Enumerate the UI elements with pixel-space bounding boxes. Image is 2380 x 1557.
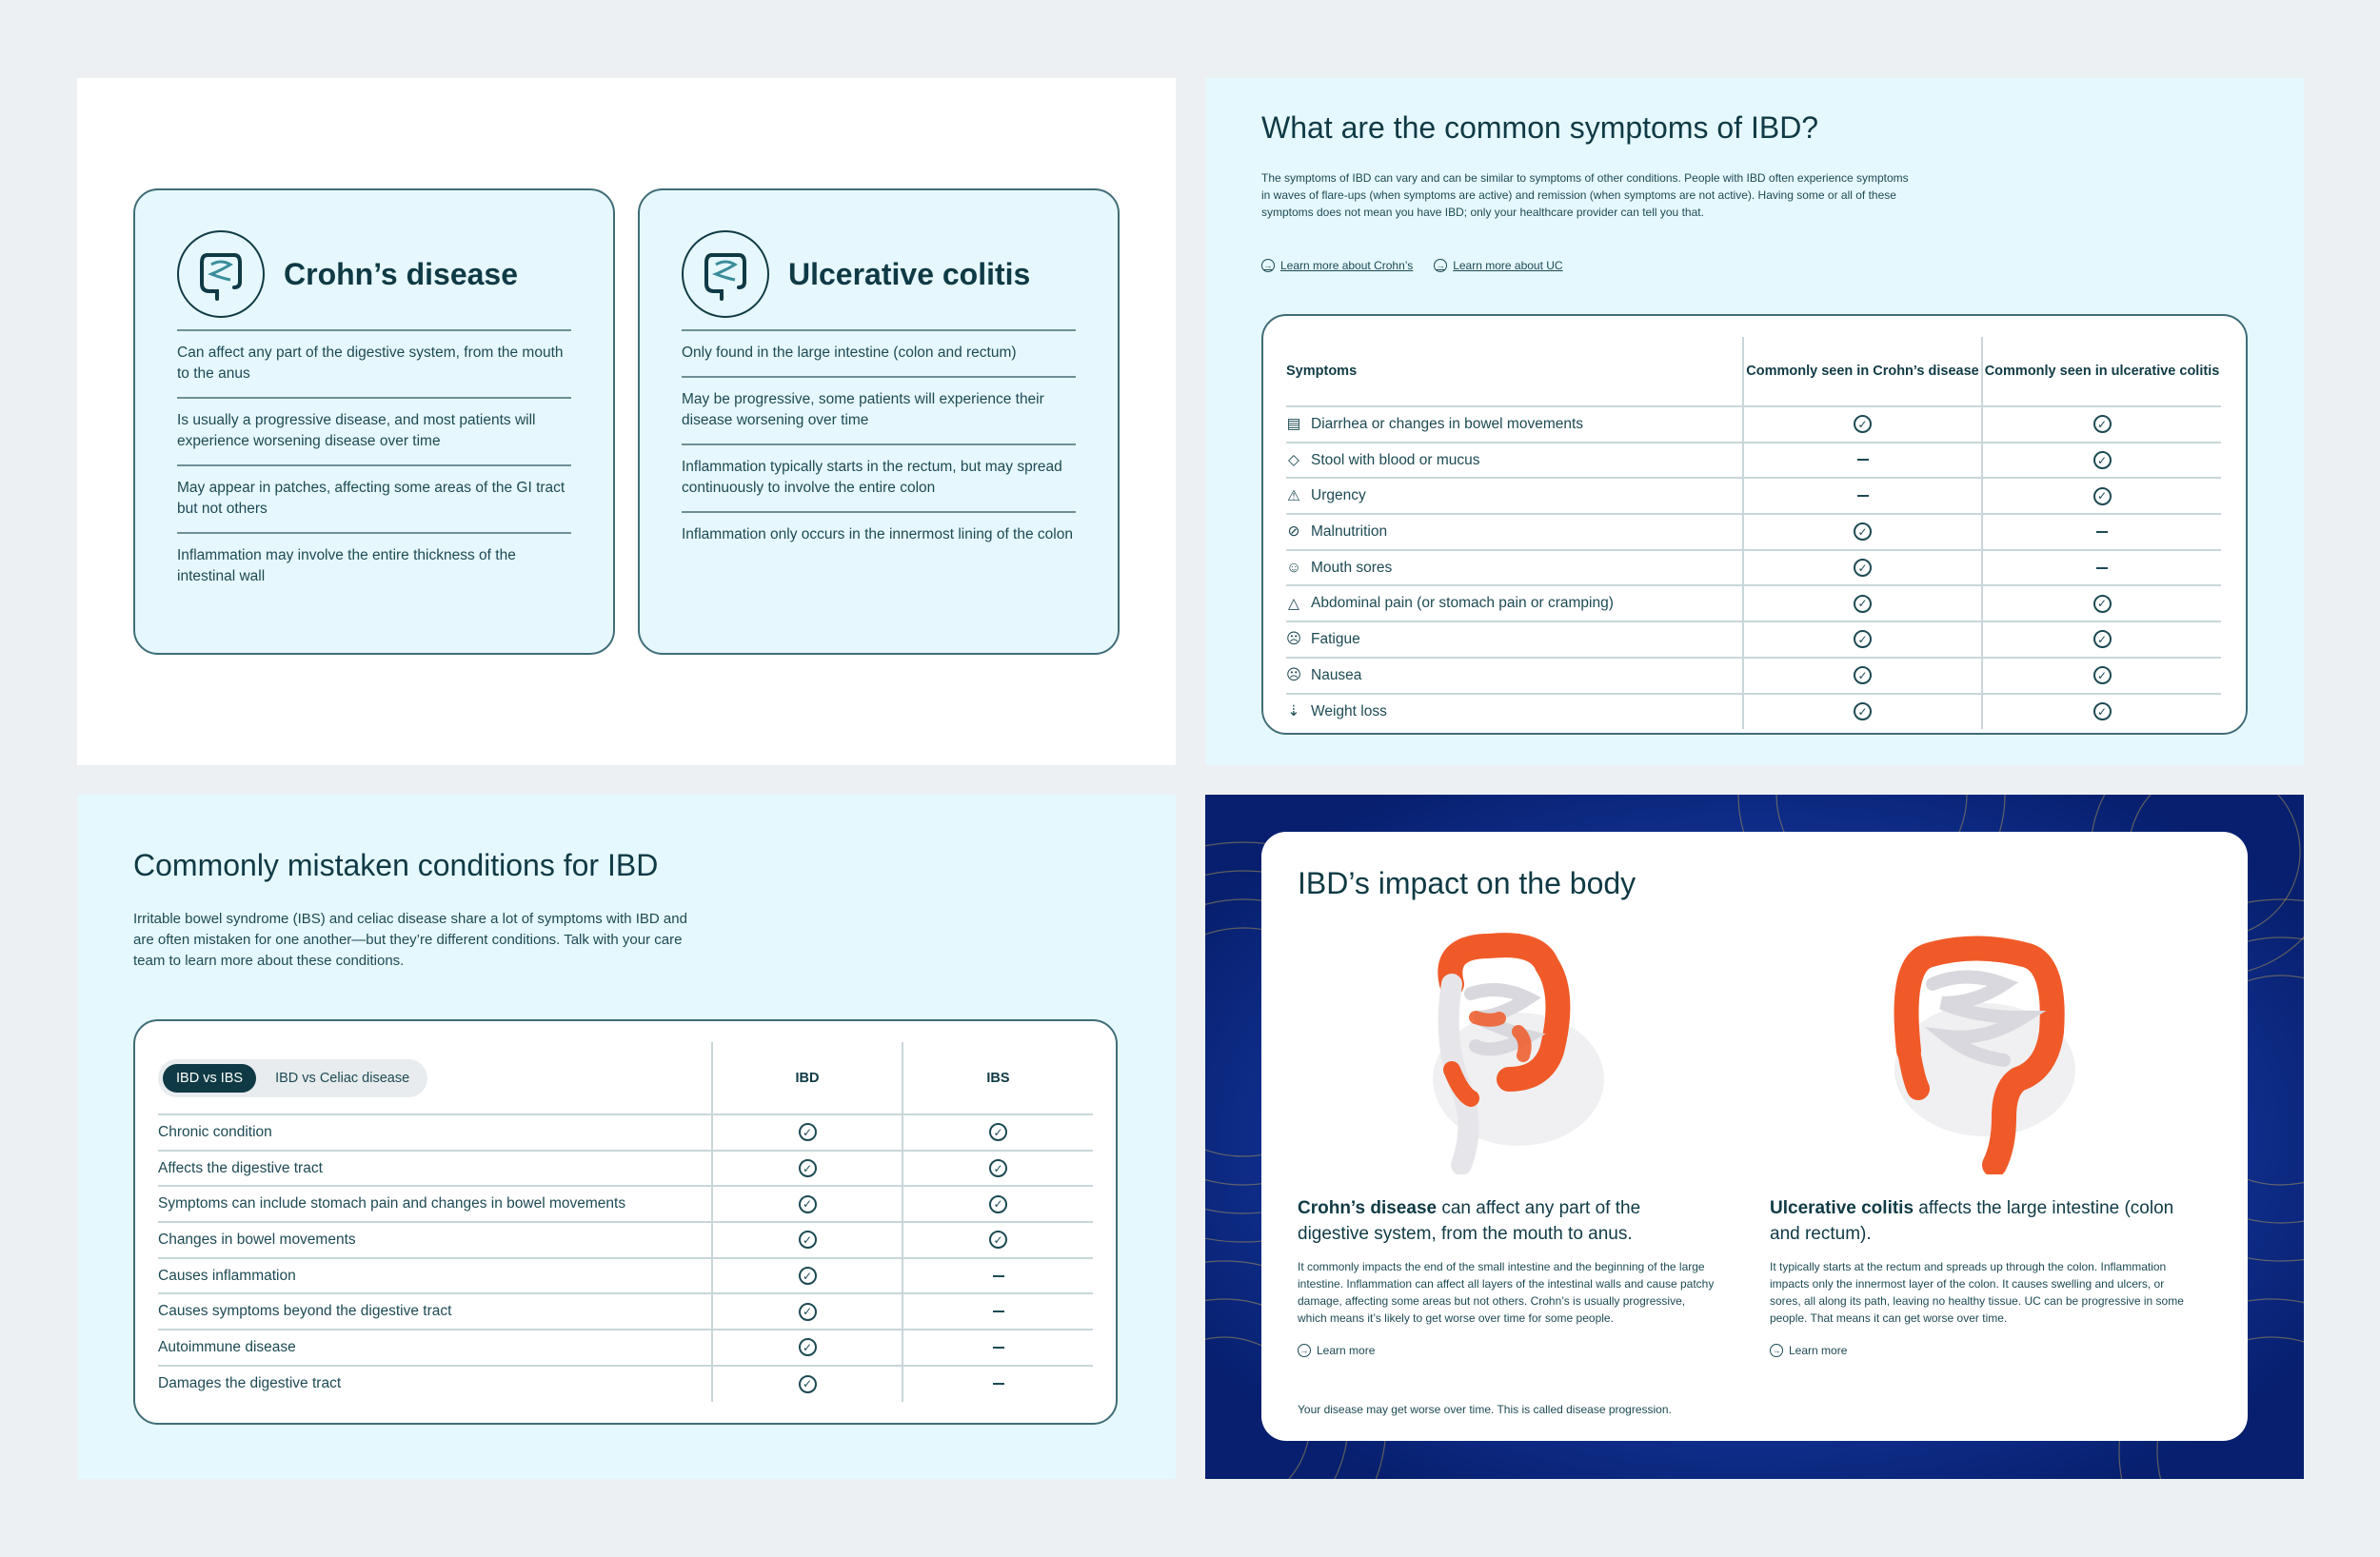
symptom-label-wrap <box>1286 560 1742 577</box>
section-intro: Irritable bowel syndrome (IBS) and celiac disease share a lot of symptoms with IBD and are often mistaken for one another—but they’re different conditions. Talk with your care team to learn more about these conditions. <box>133 911 687 969</box>
condition-label: Changes in bowel movements <box>158 1222 712 1258</box>
symptom-label: Weight loss <box>1311 702 1387 719</box>
symptom-label: Malnutrition <box>1311 522 1388 540</box>
no-cell <box>902 1258 1093 1294</box>
card-title: Crohn’s disease <box>284 256 519 291</box>
footnote: Your disease may get worse over time. This is called disease progression. <box>1298 1403 1672 1416</box>
symptom-label-wrap <box>1286 631 1742 648</box>
yes-cell <box>1982 585 2221 621</box>
table-row <box>158 1151 1093 1187</box>
symptom-cell <box>1286 585 1743 621</box>
impact-lead-bold: Ulcerative colitis <box>1770 1198 1914 1218</box>
table-row <box>1286 514 2221 550</box>
arrow-right-circle-icon: → <box>1770 1344 1783 1357</box>
yes-cell <box>1982 694 2221 730</box>
no-cell <box>1743 478 1982 514</box>
warning-icon: △ <box>1288 595 1299 612</box>
check-circle-icon: ✓ <box>2093 595 2112 613</box>
learn-more-links <box>1261 259 1563 272</box>
yes-cell <box>1743 694 1982 730</box>
check-circle-icon: ✓ <box>2093 630 2112 648</box>
check-circle-icon: ✓ <box>2093 415 2112 433</box>
table-row <box>1286 406 2221 443</box>
symptom-cell <box>1286 621 1743 658</box>
dash-icon <box>993 1347 1004 1349</box>
mouth-icon: ☺ <box>1286 559 1301 576</box>
dash-icon <box>993 1311 1004 1312</box>
symptom-label-wrap <box>1286 452 1742 469</box>
list-item: May appear in patches, affecting some areas of the GI tract but not others <box>177 466 571 534</box>
yes-cell <box>902 1114 1093 1151</box>
learn-more-crohns-link[interactable] <box>1261 259 1413 272</box>
symptom-cell <box>1286 443 1743 479</box>
link-label: Learn more about Crohn’s <box>1280 259 1414 272</box>
impact-body: It typically starts at the rectum and spreads up through the colon. Inflammation impacts only the innermost layer of the colon. It causes swelling and ulcers, or sores, all along its path, leaving no healthy tissue. UC can be progressive in some people. That means it can get worse over time. <box>1770 1260 2184 1325</box>
impact-lead-rest: can affect any part of the digestive system, from the mouth to anus. <box>1298 1198 1641 1244</box>
intestine-icon <box>177 230 265 318</box>
arrow-right-circle-icon: → <box>1261 259 1275 272</box>
check-circle-icon: ✓ <box>799 1375 817 1393</box>
check-circle-icon: ✓ <box>1854 415 1872 433</box>
table-row <box>1286 658 2221 694</box>
symptom-label: Stool with blood or mucus <box>1311 451 1480 468</box>
yes-cell <box>712 1222 902 1258</box>
check-circle-icon: ✓ <box>989 1159 1007 1177</box>
table-row <box>158 1114 1093 1151</box>
yes-cell <box>712 1258 902 1294</box>
comparison-table-card <box>133 1019 1118 1425</box>
check-circle-icon: ✓ <box>799 1338 817 1356</box>
impact-lead <box>1770 1195 2189 1247</box>
impact-panel <box>1205 795 2304 1479</box>
yes-cell <box>1743 514 1982 550</box>
check-circle-icon: ✓ <box>2093 702 2112 720</box>
condition-label: Chronic condition <box>158 1114 712 1151</box>
section-intro: The symptoms of IBD can vary and can be similar to symptoms of other conditions. People with IBD often experience symptoms in waves of flare-ups (when symptoms are active) and remission (when symptoms are not active). Having some or all of these symptoms does not mean you have IBD; only your healthcare provider can tell you that. <box>1261 171 1909 219</box>
uc-facts-list <box>682 329 1076 558</box>
list-item: May be progressive, some patients will experience their disease worsening over time <box>682 378 1076 445</box>
yes-cell <box>1743 621 1982 658</box>
column-header: IBS <box>902 1042 1093 1114</box>
yes-cell <box>902 1186 1093 1222</box>
arrow-right-circle-icon: → <box>1298 1344 1311 1357</box>
arrow-right-circle-icon: → <box>1434 259 1447 272</box>
yes-cell <box>1982 406 2221 443</box>
symptom-cell <box>1286 514 1743 550</box>
section-title: What are the common symptoms of IBD? <box>1261 110 1819 145</box>
check-circle-icon: ✓ <box>989 1231 1007 1249</box>
uc-card <box>638 188 1120 655</box>
check-circle-icon: ✓ <box>799 1159 817 1177</box>
check-circle-icon: ✓ <box>2093 666 2112 684</box>
table-row <box>158 1366 1093 1402</box>
dash-icon <box>993 1383 1004 1385</box>
yes-cell <box>712 1366 902 1402</box>
mistaken-conditions-panel <box>77 795 1176 1479</box>
check-circle-icon: ✓ <box>1854 666 1872 684</box>
link-label: Learn more <box>1317 1344 1376 1357</box>
yes-cell <box>1982 443 2221 479</box>
uc-intestine-illustration <box>1861 927 2090 1174</box>
symptom-label: Mouth sores <box>1311 559 1393 576</box>
alarm-icon: ⚠ <box>1287 487 1300 504</box>
column-header: Commonly seen in Crohn’s disease <box>1743 337 1982 406</box>
check-circle-icon: ✓ <box>799 1123 817 1141</box>
tab-ibd-vs-ibs[interactable]: IBD vs IBS <box>163 1064 256 1093</box>
list-item: Inflammation may involve the entire thickness of the intestinal wall <box>177 547 516 584</box>
nausea-face-icon: ☹ <box>1285 667 1302 684</box>
symptom-cell <box>1286 658 1743 694</box>
table-row <box>1286 443 2221 479</box>
table-row <box>1286 694 2221 730</box>
list-item: Is usually a progressive disease, and most patients will experience worsening disease over time <box>177 399 571 466</box>
card-title: Ulcerative colitis <box>788 256 1031 291</box>
section-title: Commonly mistaken conditions for IBD <box>133 848 659 882</box>
table-row <box>158 1222 1093 1258</box>
learn-more-uc-link[interactable] <box>1434 259 1562 272</box>
uc-impact-column <box>1770 1195 2189 1357</box>
yes-cell <box>1982 658 2221 694</box>
table-row <box>158 1258 1093 1294</box>
dash-icon <box>1857 459 1869 461</box>
symptom-label-wrap <box>1286 487 1742 504</box>
condition-label: Affects the digestive tract <box>158 1151 712 1187</box>
impact-lead-rest: affects the large intestine (colon and rectum). <box>1770 1198 2174 1244</box>
tab-toggle-cell <box>158 1042 712 1114</box>
condition-label: Damages the digestive tract <box>158 1366 712 1402</box>
table-row <box>1286 621 2221 658</box>
learn-more-crohns-link[interactable] <box>1298 1344 1716 1357</box>
impact-card <box>1261 832 2248 1441</box>
no-food-icon: ⊘ <box>1287 523 1300 541</box>
condition-label: Autoimmune disease <box>158 1330 712 1366</box>
yes-cell <box>1982 621 2221 658</box>
yes-cell <box>712 1114 902 1151</box>
symptom-label-wrap <box>1286 595 1742 612</box>
yes-cell <box>1743 585 1982 621</box>
symptom-label-wrap <box>1286 703 1742 720</box>
symptoms-panel <box>1205 78 2304 765</box>
check-circle-icon: ✓ <box>2093 451 2112 469</box>
dash-icon <box>2096 567 2108 569</box>
dash-icon <box>2096 531 2108 533</box>
table-row <box>1286 550 2221 586</box>
tab-ibd-vs-celiac[interactable]: IBD vs Celiac disease <box>275 1070 410 1086</box>
check-circle-icon: ✓ <box>989 1195 1007 1213</box>
droplet-icon: ◇ <box>1288 452 1299 469</box>
yes-cell <box>712 1151 902 1187</box>
comparison-tabs <box>158 1059 427 1097</box>
dash-icon <box>993 1275 1004 1277</box>
yes-cell <box>902 1151 1093 1187</box>
yes-cell <box>1743 406 1982 443</box>
list-item: Inflammation only occurs in the innermost lining of the colon <box>682 526 1073 542</box>
no-cell <box>1982 550 2221 586</box>
toilet-icon: ▤ <box>1286 416 1301 433</box>
crohns-card <box>133 188 615 655</box>
no-cell <box>1743 443 1982 479</box>
no-cell <box>1982 514 2221 550</box>
table-row <box>1286 585 2221 621</box>
symptom-cell <box>1286 694 1743 730</box>
column-header: IBD <box>712 1042 902 1114</box>
list-item: Inflammation typically starts in the rectum, but may spread continuously to involve the entire colon <box>682 445 1076 513</box>
link-label: Learn more about UC <box>1453 259 1563 272</box>
symptom-label: Fatigue <box>1311 630 1360 647</box>
yes-cell <box>1743 658 1982 694</box>
condition-label: Causes symptoms beyond the digestive tract <box>158 1293 712 1330</box>
no-cell <box>902 1366 1093 1402</box>
column-header: Symptoms <box>1286 364 1358 379</box>
comparison-table <box>158 1042 1093 1402</box>
symptom-label-wrap <box>1286 416 1742 433</box>
symptoms-table <box>1286 337 2221 729</box>
symptom-label: Abdominal pain (or stomach pain or cramping) <box>1311 595 1614 612</box>
check-circle-icon: ✓ <box>799 1303 817 1321</box>
check-circle-icon: ✓ <box>1854 522 1872 541</box>
crohns-intestine-illustration <box>1385 927 1614 1174</box>
list-item: Only found in the large intestine (colon and rectum) <box>682 331 1076 378</box>
table-row <box>158 1186 1093 1222</box>
dash-icon <box>1857 495 1869 497</box>
check-circle-icon: ✓ <box>799 1231 817 1249</box>
yes-cell <box>712 1330 902 1366</box>
sort-down-icon: ⇣ <box>1287 703 1300 720</box>
crohns-impact-column <box>1298 1195 1716 1357</box>
condition-label: Causes inflammation <box>158 1258 712 1294</box>
disease-comparison-panel <box>77 78 1176 765</box>
symptom-cell <box>1286 550 1743 586</box>
symptom-cell <box>1286 406 1743 443</box>
check-circle-icon: ✓ <box>989 1123 1007 1141</box>
symptom-cell <box>1286 478 1743 514</box>
check-circle-icon: ✓ <box>799 1195 817 1213</box>
impact-body: It commonly impacts the end of the small intestine and the beginning of the large intestine. Inflammation can affect all layers of the intestinal walls and cause patchy damage, affecting some areas but not others. Crohn’s is usually progressive, which means it’s likely to get worse over time for some people. <box>1298 1260 1715 1325</box>
no-cell <box>902 1293 1093 1330</box>
symptom-label: Nausea <box>1311 666 1362 683</box>
symptom-label: Diarrhea or changes in bowel movements <box>1311 415 1584 432</box>
table-row <box>158 1293 1093 1330</box>
symptom-label-wrap <box>1286 667 1742 684</box>
table-row <box>158 1330 1093 1366</box>
link-label: Learn more <box>1789 1344 1848 1357</box>
no-cell <box>902 1330 1093 1366</box>
check-circle-icon: ✓ <box>1854 630 1872 648</box>
tired-face-icon: ☹ <box>1285 631 1302 648</box>
yes-cell <box>1982 478 2221 514</box>
check-circle-icon: ✓ <box>1854 595 1872 613</box>
list-item: Can affect any part of the digestive system, from the mouth to the anus <box>177 331 571 399</box>
check-circle-icon: ✓ <box>799 1267 817 1285</box>
yes-cell <box>712 1293 902 1330</box>
condition-label: Symptoms can include stomach pain and changes in bowel movements <box>158 1186 712 1222</box>
learn-more-uc-link[interactable] <box>1770 1344 2189 1357</box>
yes-cell <box>902 1222 1093 1258</box>
symptoms-table-card <box>1261 314 2248 735</box>
check-circle-icon: ✓ <box>1854 559 1872 577</box>
yes-cell <box>1743 550 1982 586</box>
check-circle-icon: ✓ <box>1854 702 1872 720</box>
table-row <box>1286 478 2221 514</box>
column-header: Commonly seen in ulcerative colitis <box>1982 337 2221 406</box>
section-title: IBD’s impact on the body <box>1298 866 1636 900</box>
intestine-icon <box>682 230 769 318</box>
check-circle-icon: ✓ <box>2093 487 2112 505</box>
yes-cell <box>712 1186 902 1222</box>
impact-lead-bold: Crohn’s disease <box>1298 1198 1438 1218</box>
symptom-label: Urgency <box>1311 487 1366 504</box>
symptom-label-wrap <box>1286 523 1742 541</box>
crohns-facts-list <box>177 329 571 600</box>
impact-lead <box>1298 1195 1716 1247</box>
